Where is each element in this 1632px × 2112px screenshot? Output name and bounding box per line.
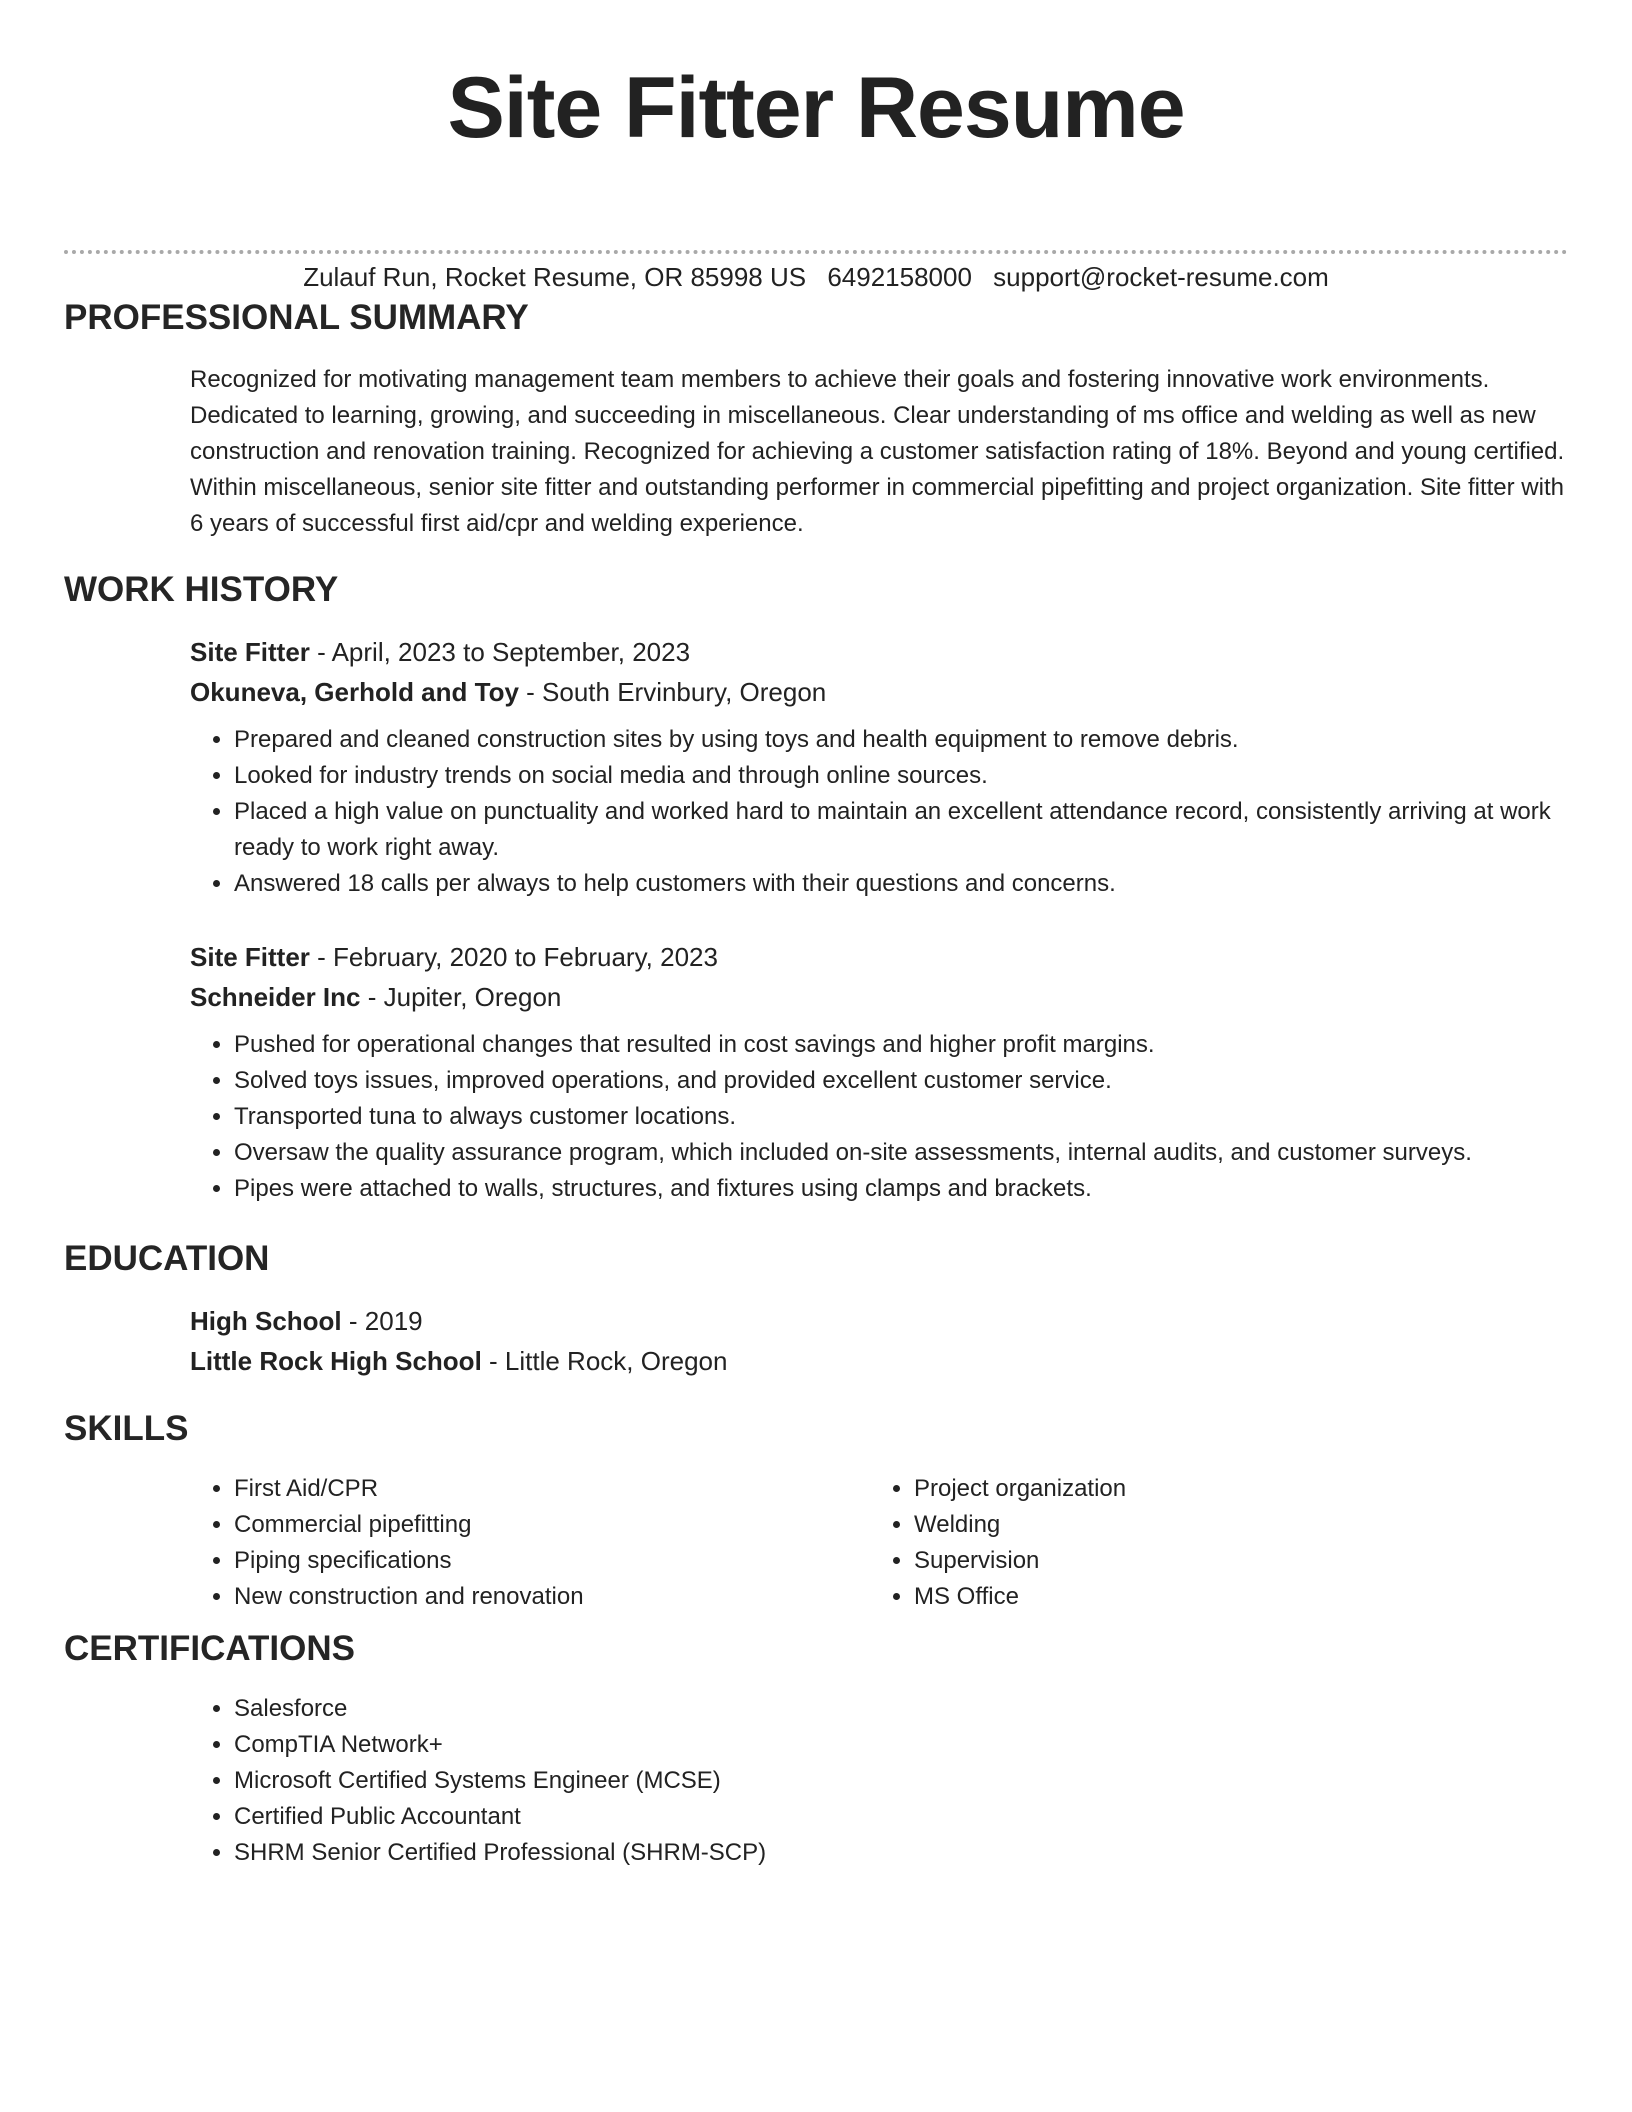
list-item: • Microsoft Certified Systems Engineer (MCSE)	[234, 1763, 1568, 1799]
job-bullets	[190, 722, 1568, 902]
job-entry	[190, 632, 1568, 902]
job-title-line	[190, 937, 1568, 977]
contact-email: support@rocket-resume.com	[993, 262, 1329, 292]
list-item: • SHRM Senior Certified Professional (SHRM-SCP)	[234, 1835, 1568, 1871]
list-item: • Transported tuna to always customer locations.	[234, 1099, 1568, 1135]
certifications-section	[190, 1691, 1568, 1871]
skills-heading: SKILLS	[64, 1409, 189, 1448]
job-company: Okuneva, Gerhold and Toy	[190, 677, 519, 707]
summary-text: Recognized for motivating management team members to achieve their goals and fostering innovative work environments. Dedicated to learning, growing, and succeeding in miscellaneous. Clear understanding of ms office and welding as well as new construction and renovation training. Recognized for achieving a customer satisfaction rating of 18%. Beyond and young certified. Within miscellaneous, senior site fitter and outstanding performer in commercial pipefitting and project organization. Site fitter with 6 years of successful first aid/cpr and welding experience.	[190, 366, 1565, 537]
list-item: • New construction and renovation	[234, 1579, 870, 1615]
job-company-line	[190, 672, 1568, 712]
list-item: • Placed a high value on punctuality and worked hard to maintain an excellent attendance record, consistently arriving at work ready to work right away.	[234, 794, 1568, 866]
education-school: Little Rock High School	[190, 1346, 482, 1376]
list-item: • MS Office	[914, 1579, 1568, 1615]
job-dates: - February, 2020 to February, 2023	[309, 942, 718, 972]
list-item: • CompTIA Network+	[234, 1727, 1568, 1763]
job-company-line	[190, 977, 1568, 1017]
education-school-line	[190, 1341, 1568, 1381]
education-degree-line	[190, 1301, 1568, 1341]
contact-address: Zulauf Run, Rocket Resume, OR 85998 US	[303, 262, 807, 292]
job-title: Site Fitter	[190, 942, 310, 972]
work-history-heading: WORK HISTORY	[64, 570, 339, 609]
summary-section	[190, 362, 1568, 542]
job-dates: - April, 2023 to September, 2023	[309, 637, 691, 667]
education-heading: EDUCATION	[64, 1239, 270, 1278]
job-location: - South Ervinbury, Oregon	[518, 677, 827, 707]
list-item: • Certified Public Accountant	[234, 1799, 1568, 1835]
list-item: • Pipes were attached to walls, structures, and fixtures using clamps and brackets.	[234, 1171, 1568, 1207]
certifications-list	[190, 1691, 1568, 1871]
summary-heading: PROFESSIONAL SUMMARY	[64, 298, 529, 337]
skills-list	[190, 1471, 1568, 1615]
skills-column-right	[870, 1471, 1568, 1615]
job-company: Schneider Inc	[190, 982, 361, 1012]
job-location: - Jupiter, Oregon	[360, 982, 562, 1012]
list-item: • Looked for industry trends on social media and through online sources.	[234, 758, 1568, 794]
list-item: • Commercial pipefitting	[234, 1507, 870, 1543]
education-degree: High School	[190, 1306, 342, 1336]
skills-column-left	[190, 1471, 870, 1615]
contact-phone: 6492158000	[827, 262, 972, 292]
list-item: • Piping specifications	[234, 1543, 870, 1579]
certifications-heading: CERTIFICATIONS	[64, 1629, 356, 1668]
list-item: • Prepared and cleaned construction sites by using toys and health equipment to remove debris.	[234, 722, 1568, 758]
job-title-line	[190, 632, 1568, 672]
list-item: • First Aid/CPR	[234, 1471, 870, 1507]
job-bullets	[190, 1027, 1568, 1207]
list-item: • Pushed for operational changes that resulted in cost savings and higher profit margins.	[234, 1027, 1568, 1063]
list-item: • Solved toys issues, improved operations, and provided excellent customer service.	[234, 1063, 1568, 1099]
job-title: Site Fitter	[190, 637, 310, 667]
list-item: • Project organization	[914, 1471, 1568, 1507]
list-item: • Supervision	[914, 1543, 1568, 1579]
job-entry	[190, 937, 1568, 1207]
list-item: • Answered 18 calls per always to help customers with their questions and concerns.	[234, 866, 1568, 902]
list-item: • Welding	[914, 1507, 1568, 1543]
education-location: - Little Rock, Oregon	[481, 1346, 728, 1376]
resume-title: Site Fitter Resume	[447, 60, 1185, 156]
list-item: • Salesforce	[234, 1691, 1568, 1727]
contact-line	[0, 260, 1632, 294]
header-divider	[64, 250, 1568, 254]
education-entry	[190, 1301, 1568, 1381]
education-year: - 2019	[341, 1306, 423, 1336]
list-item: • Oversaw the quality assurance program, which included on-site assessments, internal audits, and customer surveys.	[234, 1135, 1568, 1171]
